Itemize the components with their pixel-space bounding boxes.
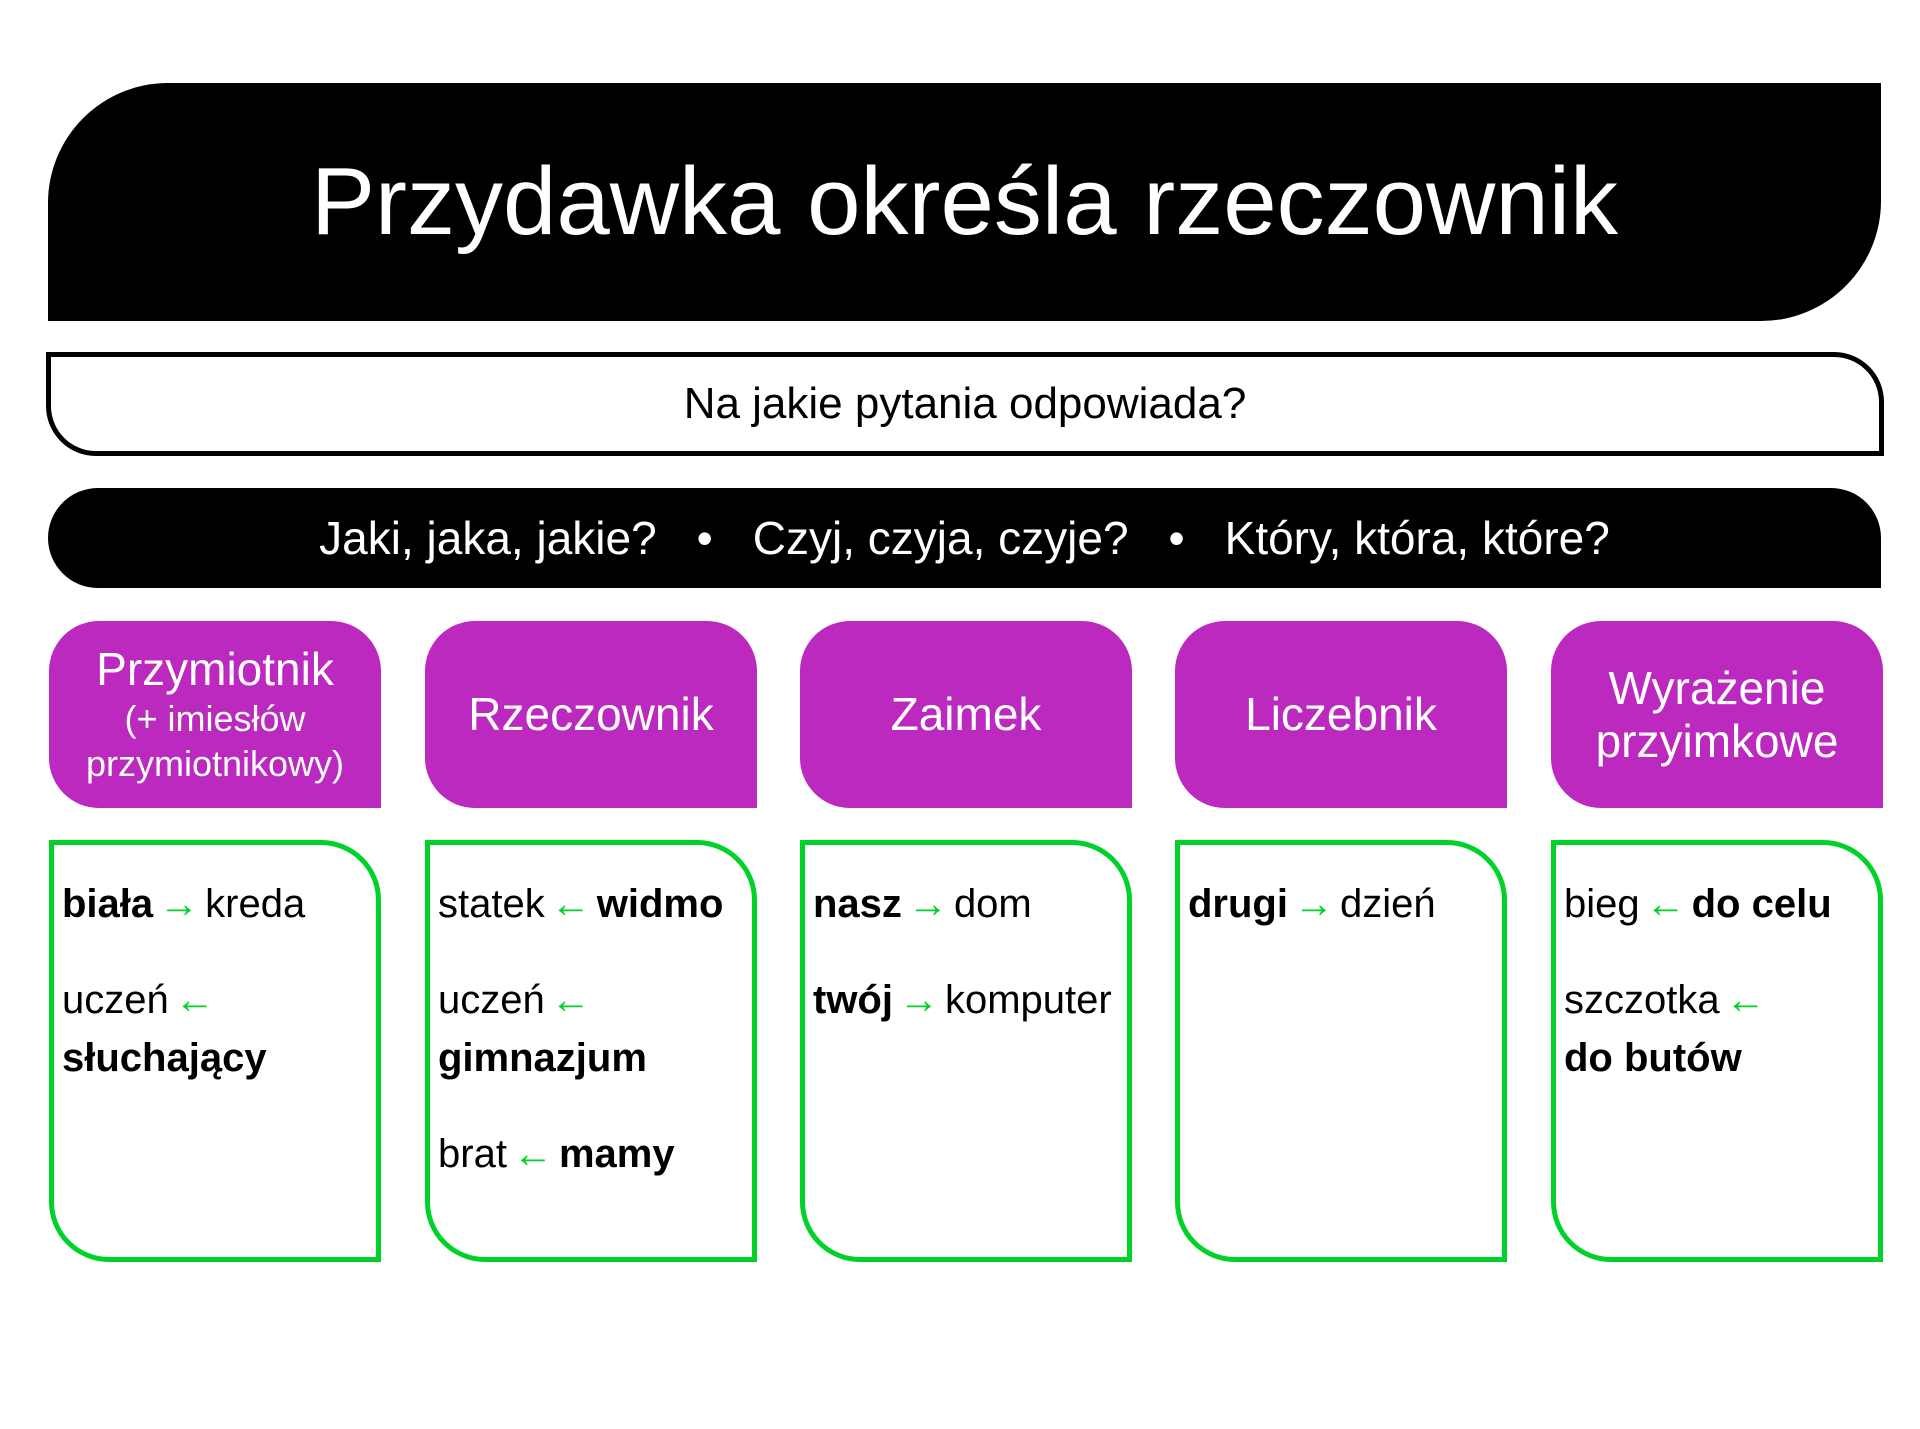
- arrow-right-icon: →: [907, 882, 948, 926]
- example: [62, 875, 368, 933]
- arrow-left-icon: ←: [1645, 882, 1686, 926]
- example: [62, 971, 368, 1087]
- examples-box: [800, 840, 1132, 1262]
- example-word: twój: [813, 978, 893, 1022]
- example: [438, 971, 744, 1087]
- bullet-separator: •: [1168, 512, 1185, 564]
- example-word: bieg: [1564, 882, 1640, 926]
- category-title: Wyrażenie przyimkowe: [1595, 661, 1839, 767]
- question-banner: Na jakie pytania odpowiada?: [46, 352, 1884, 456]
- example-word: szczotka: [1564, 978, 1720, 1022]
- example: [1188, 875, 1494, 933]
- category-title: Przymiotnik: [96, 643, 334, 696]
- example: [813, 971, 1119, 1029]
- example-word: dzień: [1339, 882, 1436, 926]
- example-word: komputer: [944, 978, 1112, 1022]
- arrow-left-icon: ←: [550, 978, 591, 1022]
- example-word: widmo: [596, 882, 724, 926]
- category-subtitle: (+ imiesłów przymiotnikowy): [85, 697, 345, 784]
- example-word: uczeń: [438, 978, 545, 1022]
- category-header: [425, 621, 757, 808]
- example-word: gimnazjum: [438, 1036, 647, 1080]
- example-word: kreda: [205, 882, 306, 926]
- example-word: brat: [438, 1132, 507, 1176]
- category-title: Zaimek: [890, 688, 1042, 741]
- question-1: Jaki, jaka, jakie?: [319, 512, 657, 564]
- example: [438, 1125, 744, 1183]
- examples-box: [1175, 840, 1507, 1262]
- example-word: drugi: [1188, 882, 1288, 926]
- category-header: [800, 621, 1132, 808]
- example-word: statek: [438, 882, 545, 926]
- arrow-left-icon: ←: [550, 882, 591, 926]
- arrow-right-icon: →: [1293, 882, 1334, 926]
- question-2: Czyj, czyja, czyje?: [752, 512, 1129, 564]
- category-header: [1551, 621, 1883, 808]
- category-header: [49, 621, 381, 808]
- arrow-right-icon: →: [898, 978, 939, 1022]
- category-header: [1175, 621, 1507, 808]
- arrow-right-icon: →: [159, 882, 200, 926]
- example-word: biała: [62, 882, 154, 926]
- bullet-separator: •: [696, 512, 713, 564]
- examples-box: [425, 840, 757, 1262]
- example-word: mamy: [558, 1132, 675, 1176]
- arrow-left-icon: ←: [512, 1132, 553, 1176]
- example-word: do butów: [1564, 1036, 1742, 1080]
- category-title: Liczebnik: [1245, 688, 1437, 741]
- example-word: słuchający: [62, 1036, 267, 1080]
- example: [1564, 875, 1870, 933]
- example: [813, 875, 1119, 933]
- example-word: uczeń: [62, 978, 169, 1022]
- arrow-left-icon: ←: [1725, 978, 1766, 1022]
- example: [438, 875, 744, 933]
- questions-bar: [48, 488, 1881, 588]
- example-word: do celu: [1691, 882, 1832, 926]
- question-3: Który, która, które?: [1224, 512, 1610, 564]
- examples-box: [49, 840, 381, 1262]
- arrow-left-icon: ←: [174, 978, 215, 1022]
- page-title: Przydawka określa rzeczownik: [48, 83, 1881, 321]
- category-title: Rzeczownik: [468, 688, 714, 741]
- example-word: dom: [953, 882, 1032, 926]
- examples-box: [1551, 840, 1883, 1262]
- example-word: nasz: [813, 882, 902, 926]
- example: [1564, 971, 1870, 1087]
